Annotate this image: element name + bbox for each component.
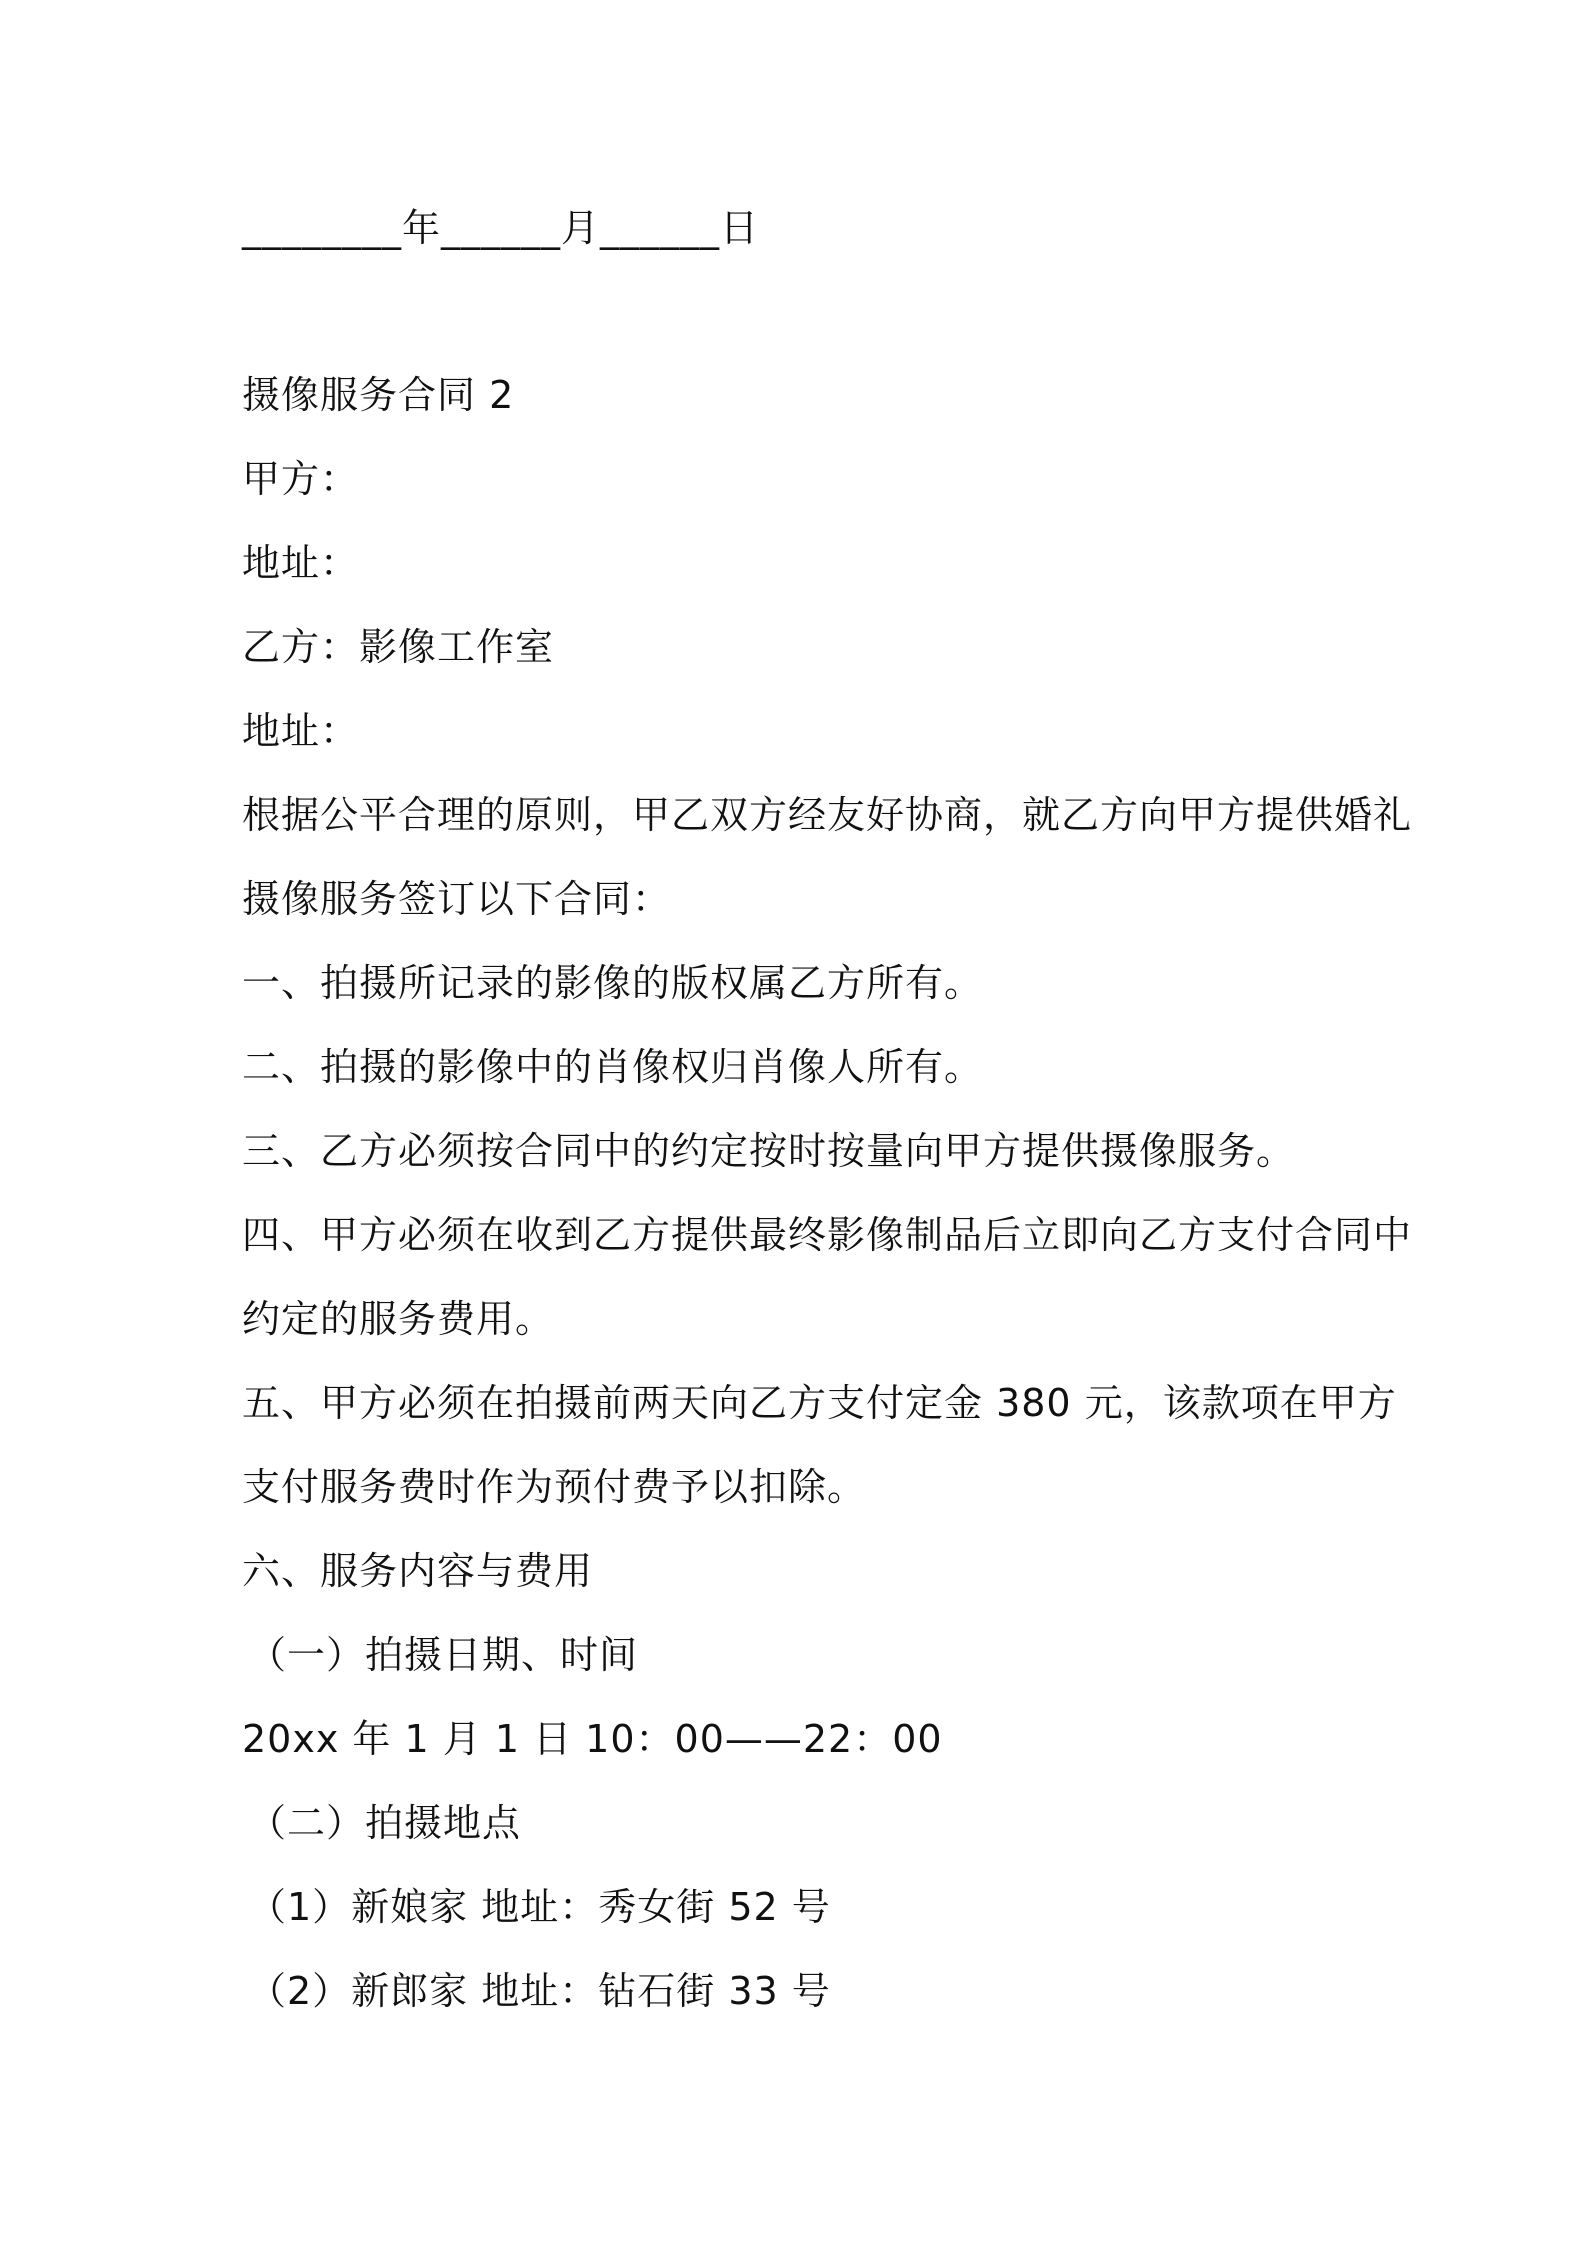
clause-4-line-1: 四、甲方必须在收到乙方提供最终影像制品后立即向乙方支付合同中: [242, 1213, 1413, 1257]
clause-1: 一、拍摄所记录的影像的版权属乙方所有。: [242, 961, 984, 1005]
intro-paragraph-line-2: 摄像服务签订以下合同：: [242, 877, 672, 921]
subsection-1-value: 20xx 年 1 月 1 日 10：00——22：00: [242, 1717, 943, 1761]
clause-2: 二、拍摄的影像中的肖像权归肖像人所有。: [242, 1045, 984, 1089]
subsection-2-title: （二）拍摄地点: [248, 1801, 522, 1845]
clause-4-line-2: 约定的服务费用。: [242, 1297, 555, 1341]
clause-6-heading: 六、服务内容与费用: [242, 1549, 594, 1593]
clause-3: 三、乙方必须按合同中的约定按时按量向甲方提供摄像服务。: [242, 1129, 1296, 1173]
clause-5-line-2: 支付服务费时作为预付费予以扣除。: [242, 1465, 867, 1509]
party-a-label: 甲方：: [242, 457, 360, 501]
party-b-address: 地址：: [242, 709, 360, 753]
location-bride-home: （1）新娘家 地址：秀女街 52 号: [248, 1885, 831, 1929]
intro-paragraph-line-1: 根据公平合理的原则，甲乙双方经友好协商，就乙方向甲方提供婚礼: [242, 793, 1413, 837]
date-line: ________年______月______日: [242, 206, 760, 250]
contract-title: 摄像服务合同 2: [242, 373, 515, 417]
party-b-label: 乙方：影像工作室: [242, 625, 555, 669]
clause-5-line-1: 五、甲方必须在拍摄前两天向乙方支付定金 380 元，该款项在甲方: [242, 1381, 1397, 1425]
party-a-address: 地址：: [242, 541, 360, 585]
location-groom-home: （2）新郎家 地址：钻石街 33 号: [248, 1969, 831, 2013]
subsection-1-title: （一）拍摄日期、时间: [248, 1633, 639, 1677]
